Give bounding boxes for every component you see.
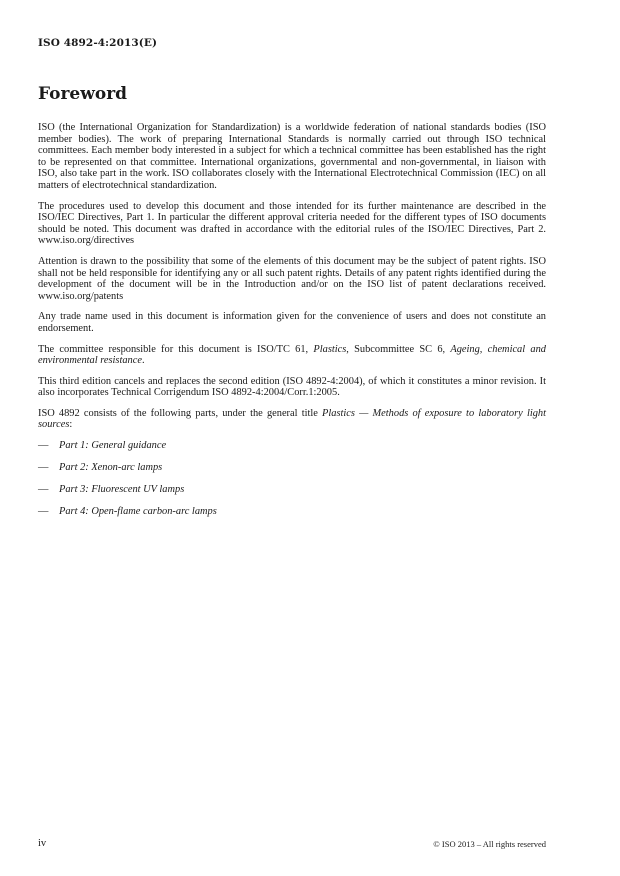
parts-intro-text: ISO 4892 consists of the following parts, under the general title <box>38 407 323 419</box>
document-identifier: ISO 4892-4:2013(E) <box>38 37 158 49</box>
list-item <box>38 506 546 518</box>
paragraph-committee <box>38 344 546 367</box>
page-title: Foreword <box>38 84 128 104</box>
list-dash: — <box>38 462 49 474</box>
foreword-body <box>38 122 546 528</box>
paragraph-parts-intro <box>38 408 546 431</box>
copyright-notice: © ISO 2013 – All rights reserved <box>433 839 546 849</box>
parts-list <box>38 440 546 518</box>
list-item <box>38 484 546 496</box>
list-dash: — <box>38 440 49 452</box>
page-number: iv <box>38 838 47 849</box>
part-label: Part 2: Xenon-arc lamps <box>59 462 163 474</box>
parts-intro-end: : <box>69 419 73 431</box>
list-dash: — <box>38 506 49 518</box>
paragraph-trade-names: Any trade name used in this document is information given for the convenience of users and does not constitute an endorsement. <box>38 311 546 334</box>
part-label: Part 1: General guidance <box>59 440 167 452</box>
subcommittee-name-italic: Ageing, chemical and environmental resistance <box>38 343 546 367</box>
paragraph-patent-rights: Attention is drawn to the possibility that some of the elements of this document may be the subject of patent rights. ISO shall not be held responsible for identifying any or all such patent rights. Details of any patent rights identified during the development of the document will be in the Introduction and/or on the ISO list of patent declarations received. www.iso.org/patents <box>38 255 546 302</box>
list-dash: — <box>38 484 49 496</box>
committee-text-start: The committee responsible for this document is ISO/TC 61, <box>38 343 314 355</box>
list-item <box>38 462 546 474</box>
paragraph-edition: This third edition cancels and replaces the second edition (ISO 4892-4:2004), of which it constitutes a minor revision. It also incorporates Technical Corrigendum ISO 4892-4:2004/Corr.1:2005. <box>38 375 546 399</box>
paragraph-procedures: The procedures used to develop this document and those intended for its further maintenance are described in the ISO/IEC Directives, Part 1. In particular the different approval criteria needed for the different types of ISO documents should be noted. This document was drafted in accordance with the editorial rules of the ISO/IEC Directives, Part 2. www.iso.org/directives <box>38 200 546 247</box>
committee-text-middle: , Subcommittee SC 6, <box>346 343 451 355</box>
committee-text-end: . <box>141 355 145 367</box>
list-item <box>38 440 546 452</box>
general-title-italic: Plastics — Methods of exposure to laboratory light sources <box>38 407 546 431</box>
committee-name-italic: Plastics <box>313 343 347 355</box>
paragraph-iso-overview: ISO (the International Organization for Standardization) is a worldwide federation of national standards bodies (ISO member bodies). The work of preparing International Standards is normally carried out through ISO technical committees. Each member body interested in a subject for which a technical committee has been established has the right to be represented on that committee. International organizations, governmental and non-governmental, in liaison with ISO, also take part in the work. ISO collaborates closely with the International Electrotechnical Commission (IEC) on all matters of electrotechnical standardization. <box>38 122 546 191</box>
part-label: Part 3: Fluorescent UV lamps <box>59 484 185 496</box>
part-label: Part 4: Open-flame carbon-arc lamps <box>59 506 217 518</box>
